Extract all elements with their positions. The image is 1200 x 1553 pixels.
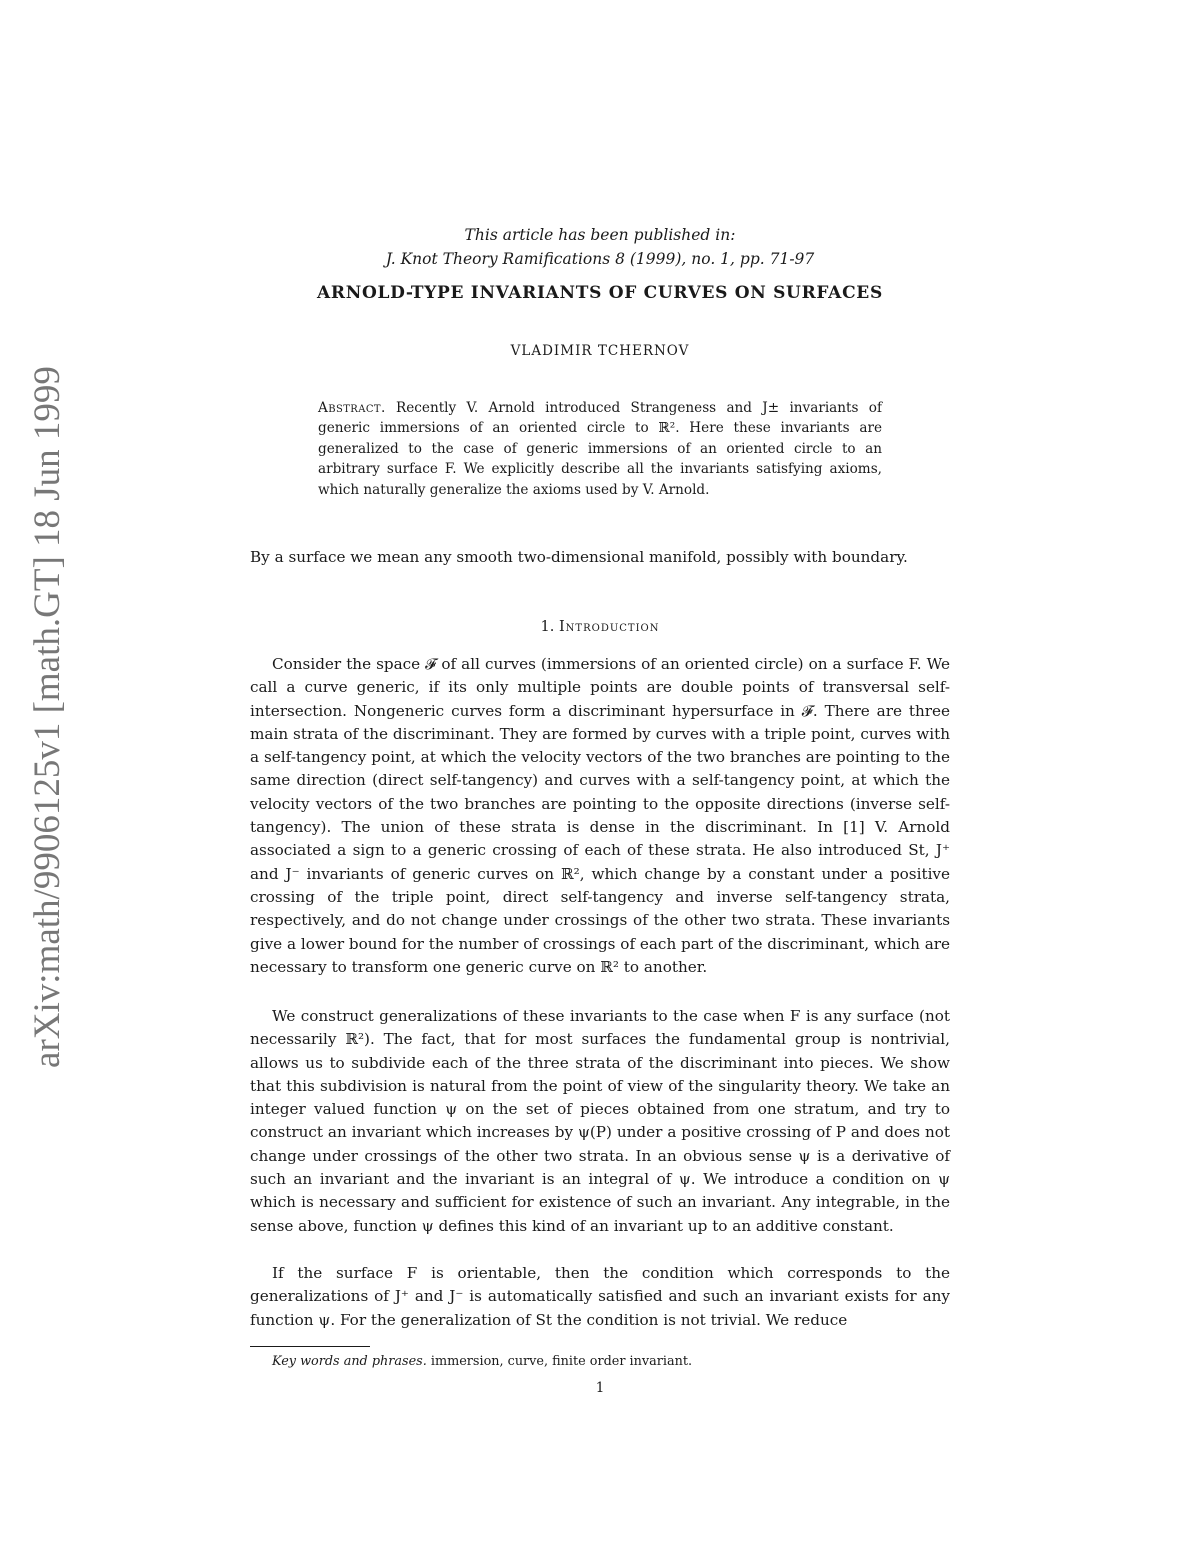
paragraph-1: Consider the space 𝓕 of all curves (immersions of an oriented circle) on a surface F. We call a curve generic, if its only multiple points are double points of transversal self-intersection. Nongeneric curves form a discriminant hypersurface in 𝓕. There are three main strata of the discriminant. They are formed by curves with a triple point, curves with a self-tangency point, at which the velocity vectors of the two branches are pointing to the same direction (direct self-tangency) and curves with a self-tangency point, at which the velocity vectors of the two branches are pointing to the opposite directions (inverse self-tangency). The union of these strata is dense in the discriminant. In [1] V. Arnold associated a sign to a generic crossing of each of these strata. He also introduced St, J⁺ and J⁻ invariants of generic curves on ℝ², which change by a constant under a positive crossing of the triple point, direct self-tangency and inverse self-tangency strata, respectively, and do not change under crossings of the other two strata. These invariants give a lower bound for the number of crossings of each part of the discriminant, which are necessary to transform one generic curve on ℝ² to another. xyxy=(250,655,950,976)
footnote-rule xyxy=(250,1346,370,1347)
abstract-label: Abstract. xyxy=(318,400,386,416)
footnote-label: Key words and phrases. xyxy=(272,1354,427,1369)
author-name: VLADIMIR TCHERNOV xyxy=(510,343,690,359)
paragraph-2: We construct generalizations of these invariants to the case when F is any surface (not necessarily ℝ²). The fact, that for most surfaces the fundamental group is nontrivial, allows us to subdivide each of the three strata of the discriminant into pieces. We show that this subdivision is natural from the point of view of the singularity theory. We take an integer valued function ψ on the set of pieces obtained from one stratum, and try to construct an invariant which increases by ψ(P) under a positive crossing of P and does not change under crossings of the other two strata. In an obvious sense ψ is a derivative of such an invariant and the invariant is an integral of ψ. We introduce a condition on ψ which is necessary and sufficient for existence of such an invariant. Any integrable, in the sense above, function ψ defines this kind of an invariant up to an additive constant. xyxy=(250,1007,950,1235)
paragraph-3: If the surface F is orientable, then the condition which corresponds to the generalizations of J⁺ and J⁻ is automatically satisfied and such an invariant exists for any function ψ. For the generalization of St the condition is not trivial. We reduce xyxy=(250,1264,950,1329)
arxiv-stamp: arXiv:math/9906125v1 [math.GT] 18 Jun 1999 xyxy=(27,366,68,1068)
section-title: Introduction xyxy=(558,619,660,635)
footnote-text: immersion, curve, finite order invariant. xyxy=(430,1354,693,1369)
footnote xyxy=(272,1354,952,1369)
publication-note-line1: This article has been published in: xyxy=(464,226,736,244)
abstract xyxy=(318,398,882,500)
paper-title: ARNOLD-TYPE INVARIANTS OF CURVES ON SURFACES xyxy=(317,283,883,303)
abstract-text: Recently V. Arnold introduced Strangeness and J± invariants of generic immersions of an oriented circle to ℝ². Here these invariants are generalized to the case of generic immersions of an oriented circle to an arbitrary surface F. We explicitly describe all the invariants satisfying axioms, which naturally generalize the axioms used by V. Arnold. xyxy=(318,400,882,498)
publication-note-line2: J. Knot Theory Ramifications 8 (1999), no. 1, pp. 71-97 xyxy=(385,250,815,268)
section-number: 1. xyxy=(540,619,555,635)
intro-sentence: By a surface we mean any smooth two-dimensional manifold, possibly with boundary. xyxy=(250,548,908,566)
page-number: 1 xyxy=(595,1380,605,1396)
section-heading xyxy=(250,619,950,635)
